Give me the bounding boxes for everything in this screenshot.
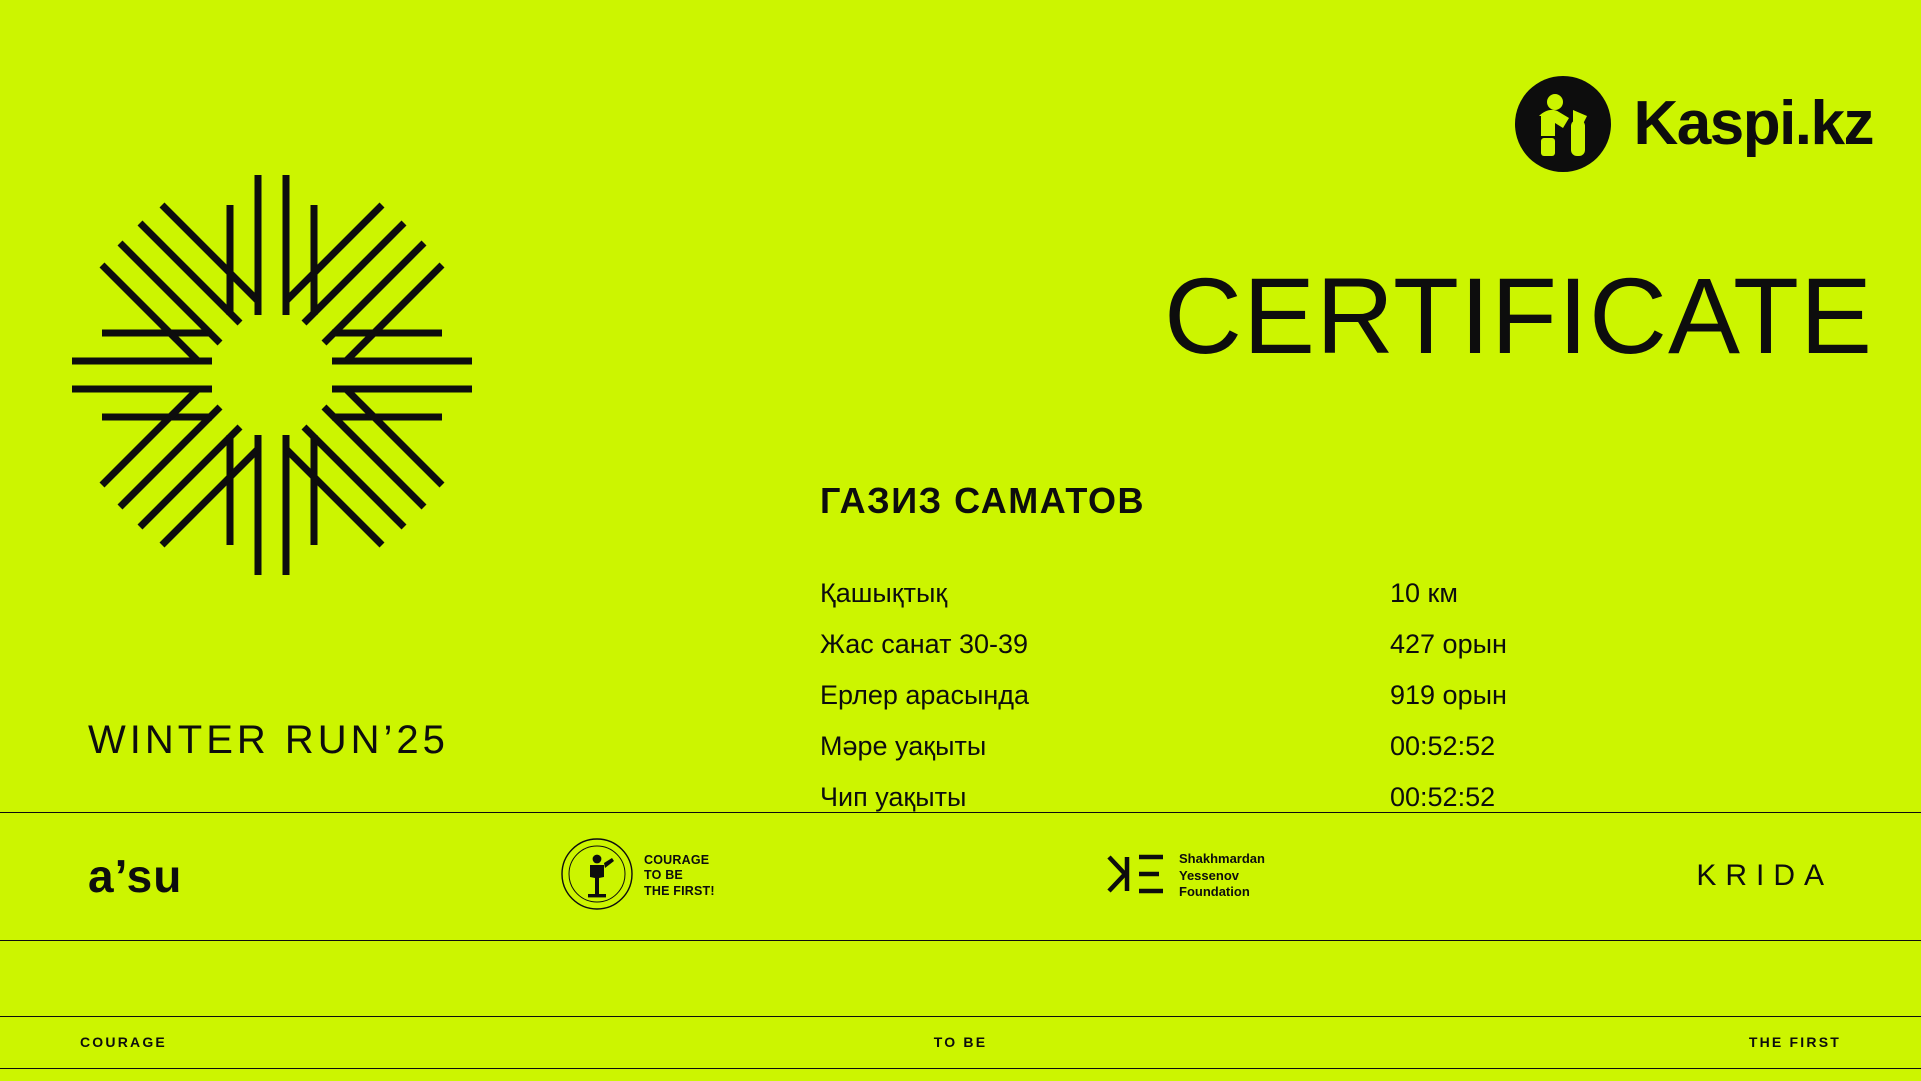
result-row bbox=[820, 680, 1600, 731]
sponsor-courage-fund-logo bbox=[560, 837, 715, 916]
yessenov-line-1: Shakhmardan bbox=[1179, 850, 1265, 866]
courage-line-1: COURAGE bbox=[644, 852, 710, 867]
result-label: Чип уақыты bbox=[820, 782, 967, 812]
result-label: Жас санат 30-39 bbox=[820, 629, 1029, 659]
page-title: CERTIFICATE bbox=[1163, 255, 1873, 376]
courage-figure-icon bbox=[560, 837, 634, 916]
results-table bbox=[820, 578, 1600, 833]
kaspi-runner-icon bbox=[1515, 76, 1611, 172]
sponsor-strip bbox=[0, 812, 1921, 940]
divider-footer-bottom bbox=[0, 1068, 1921, 1069]
result-label: Ерлер арасында bbox=[820, 680, 1030, 710]
footer-center-text: TO BE bbox=[933, 1034, 988, 1050]
sponsor-yessenov-foundation-logo bbox=[1105, 851, 1265, 902]
yessenov-monogram-icon bbox=[1105, 851, 1167, 902]
result-value: 00:52:52 bbox=[1390, 782, 1496, 812]
footer-right-text: THE FIRST bbox=[1748, 1034, 1841, 1050]
result-label: Мәре уақыты bbox=[820, 731, 987, 761]
result-value: 10 км bbox=[1390, 578, 1458, 608]
result-row bbox=[820, 629, 1600, 680]
result-label: Қашықтық bbox=[820, 578, 948, 608]
courage-text-block bbox=[644, 853, 715, 900]
yessenov-line-3: Foundation bbox=[1179, 884, 1250, 900]
courage-line-2: TO BE bbox=[644, 868, 683, 883]
yessenov-text-block bbox=[1179, 851, 1265, 902]
result-value: 919 орын bbox=[1390, 680, 1507, 710]
result-row bbox=[820, 731, 1600, 782]
courage-line-3: THE FIRST! bbox=[644, 883, 715, 898]
result-value: 00:52:52 bbox=[1390, 731, 1496, 761]
winter-run-burst-icon bbox=[62, 165, 482, 585]
kaspi-wordmark: Kaspi.kz bbox=[1633, 89, 1873, 158]
kaspi-logo bbox=[1515, 76, 1873, 172]
athlete-name: ГАЗИЗ САМАТОВ bbox=[820, 480, 1146, 521]
result-row bbox=[820, 578, 1600, 629]
divider-sponsors bbox=[0, 940, 1921, 941]
yessenov-line-2: Yessenov bbox=[1179, 867, 1239, 883]
footer-tagline bbox=[0, 1016, 1921, 1068]
sponsor-asu-logo: a’su bbox=[88, 850, 183, 902]
footer-left-text: COURAGE bbox=[80, 1034, 167, 1050]
event-title: WINTER RUN’25 bbox=[88, 718, 449, 762]
sponsor-krida-logo: KRIDA bbox=[1696, 859, 1833, 892]
result-value: 427 орын bbox=[1390, 629, 1507, 659]
